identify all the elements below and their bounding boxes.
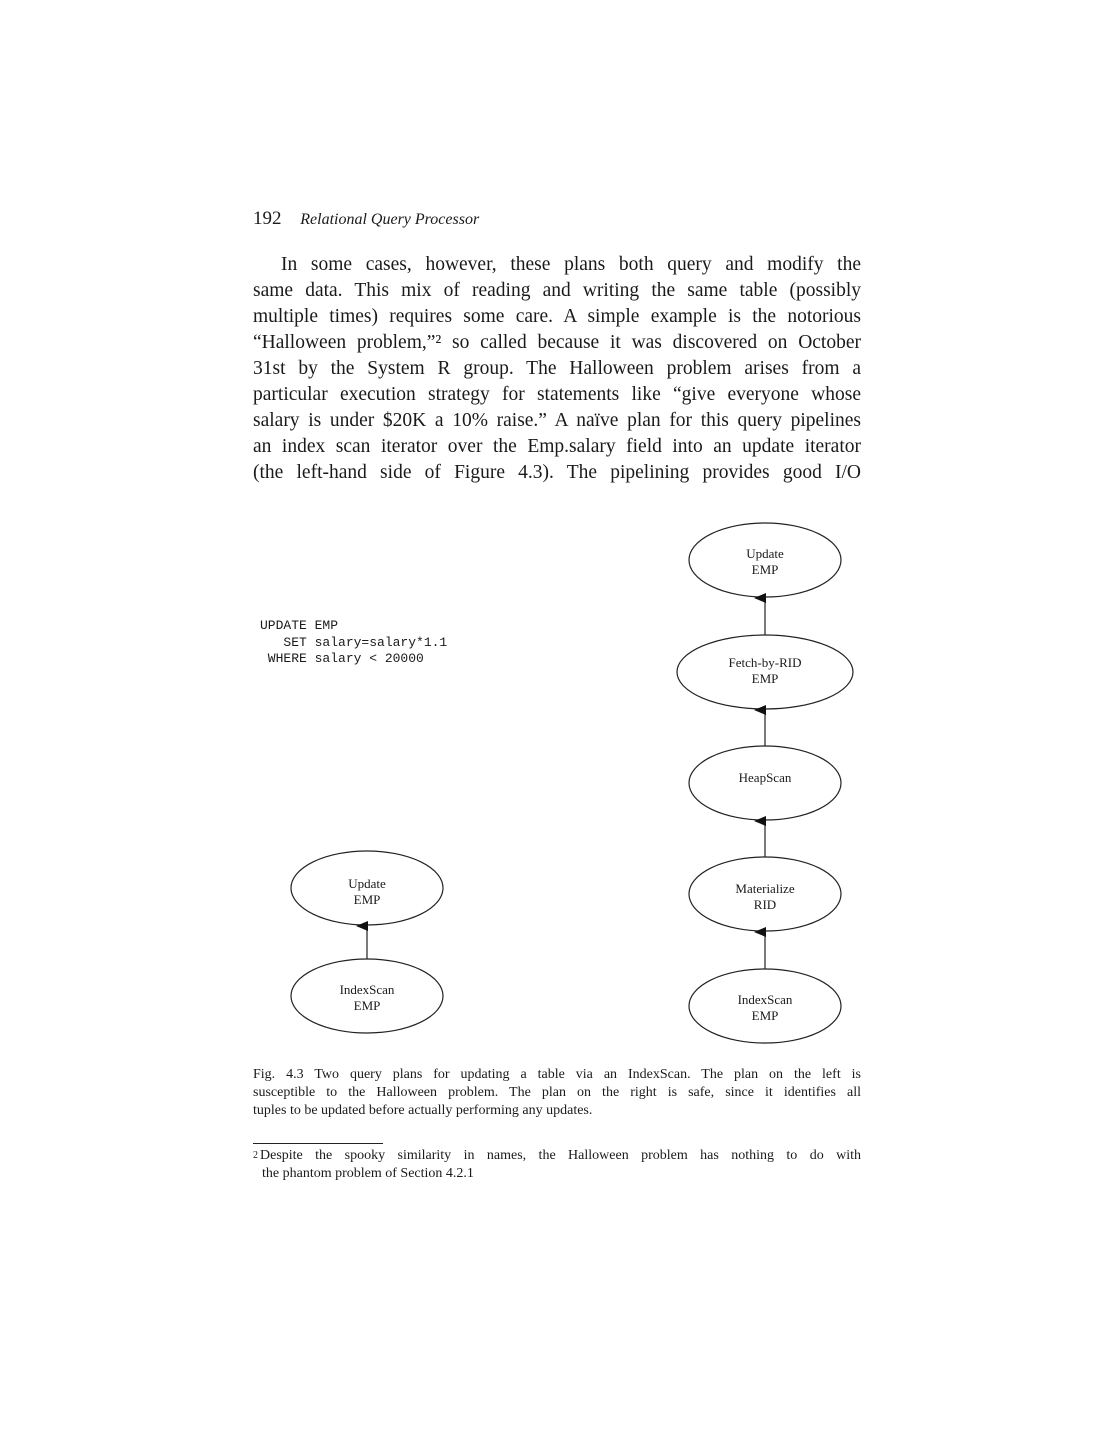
footnote-rule — [253, 1143, 383, 1144]
footnote-mark: 2 — [253, 1150, 258, 1161]
figure-caption — [253, 1066, 861, 1120]
body-line: “Halloween problem,”² so called because it was discovered on October — [253, 332, 861, 353]
page-number: 192 — [253, 208, 282, 229]
left-indexscan-node: IndexScan EMP — [339, 982, 395, 1013]
body-line: In some cases, however, these plans both query and modify the — [281, 254, 861, 275]
right-indexscan-node: IndexScan EMP — [737, 992, 793, 1023]
body-line: salary is under $20K a 10% raise.” A naïve plan for this query pipelines — [253, 410, 861, 431]
left-update-node: Update EMP — [348, 876, 386, 907]
body-line: 31st by the System R group. The Halloween problem arises from a — [253, 358, 861, 379]
caption-line: Fig. 4.3 Two query plans for updating a table via an IndexScan. The plan on the left is — [253, 1067, 861, 1082]
body-line: (the left-hand side of Figure 4.3). The pipelining provides good I/O — [253, 462, 861, 483]
footnote-line: Despite the spooky similarity in names, the Halloween problem has nothing to do with — [260, 1148, 861, 1163]
caption-line: tuples to be updated before actually performing any updates. — [253, 1103, 593, 1118]
footnote-line: the phantom problem of Section 4.2.1 — [262, 1166, 474, 1181]
caption-line: susceptible to the Halloween problem. The plan on the right is safe, since it identifies all — [253, 1085, 861, 1100]
right-fetch-node: Fetch-by-RID EMP — [728, 655, 802, 686]
body-line: multiple times) requires some care. A simple example is the notorious — [253, 306, 861, 327]
right-materialize-node: Materialize RID — [735, 881, 795, 912]
body-line: same data. This mix of reading and writing the same table (possibly — [253, 280, 861, 301]
body-line: an index scan iterator over the Emp.salary field into an update iterator — [253, 436, 861, 457]
right-heapscan-node: HeapScan — [738, 770, 792, 785]
body-line: particular execution strategy for statements like “give everyone whose — [253, 384, 861, 405]
footnote — [253, 1147, 861, 1183]
running-title: Relational Query Processor — [300, 211, 480, 228]
right-update-node: Update EMP — [746, 546, 784, 577]
sql-code: UPDATE EMP SET salary=salary*1.1 WHERE salary < 20000 — [260, 618, 448, 666]
